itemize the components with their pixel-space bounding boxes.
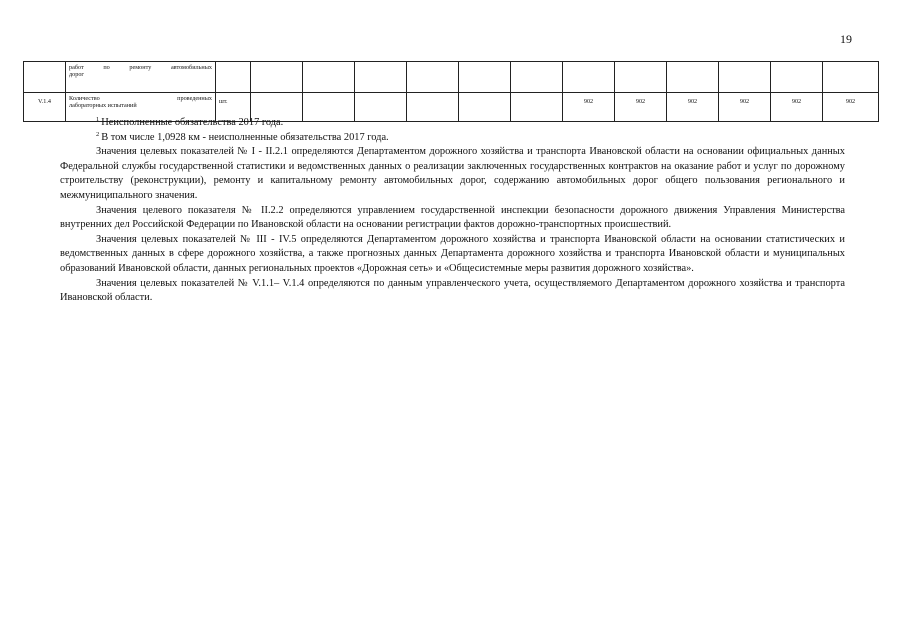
- page-number: 19: [840, 32, 852, 46]
- row-unit: [216, 62, 251, 93]
- row-value: [251, 62, 303, 93]
- row-value: [771, 62, 823, 93]
- row-value: [459, 62, 511, 93]
- row-name: [66, 62, 216, 93]
- footnote: [60, 131, 845, 146]
- row-value: [511, 62, 563, 93]
- row-name-line: лабораторных испытаний: [69, 102, 137, 110]
- row-id: V.1.4: [24, 93, 66, 122]
- row-value: [303, 62, 355, 93]
- row-id: [24, 62, 66, 93]
- footnote-mark: 1: [96, 116, 100, 123]
- paragraph: Значения целевых показателей № III - IV.5 определяются Департаментом дорожного хозяйства и транспорта Ивановской области на основании статистических и ведомственных данных в сфере дорожного хозяйства, а также прогнозных данных Департамента дорожного хозяйства и транспорта Ивановской области и муниципальных образований Ивановской области, данных региональных проектов «Дорожная сеть» и «Общесистемные меры развития дорожного хозяйства».: [60, 233, 845, 274]
- indicators-table: [23, 61, 879, 122]
- row-value: 902: [667, 93, 719, 122]
- row-name-line: Количество проведенных: [69, 95, 212, 102]
- row-unit: шт.: [216, 93, 251, 122]
- row-value: [355, 62, 407, 93]
- footnote: [60, 116, 845, 131]
- row-value: 902: [823, 93, 879, 122]
- row-value: [823, 62, 879, 93]
- notes-block: [60, 116, 845, 306]
- footnote-text: Неисполненные обязательства 2017 года.: [101, 117, 284, 128]
- row-name-line: работ по ремонту автомобильных: [69, 64, 212, 71]
- table-row: [24, 62, 879, 93]
- row-value: [615, 62, 667, 93]
- row-value: 902: [563, 93, 615, 122]
- paragraph: Значения целевого показателя № II.2.2 определяются управлением государственной инспекции безопасности дорожного движения Управления Министерства внутренних дел Российской Федерации по Ивановской области на основании регистрации фактов дорожно-транспортных происшествий.: [60, 204, 845, 231]
- row-value: [563, 62, 615, 93]
- row-value: [667, 62, 719, 93]
- row-value: [719, 62, 771, 93]
- footnote-text: В том числе 1,0928 км - неисполненные обязательства 2017 года.: [101, 131, 389, 143]
- paragraph: Значения целевых показателей № V.1.1– V.1.4 определяются по данным управленческого учета, осуществляемого Департаментом дорожного хозяйства и транспорта Ивановской области.: [60, 277, 845, 304]
- row-value: [407, 62, 459, 93]
- paragraph: Значения целевых показателей № I - II.2.1 определяются Департаментом дорожного хозяйства и транспорта Ивановской области на основании официальных данных Федеральной службы государственной статистики и ведомственных данных о реализации заключенных государственных контрактов на оказание работ и услуг по дорожному строительству (реконструкции), ремонту и капитальному ремонту автомобильных дорог, содержанию автомобильных дорог общего пользования регионального и межмуниципального значения.: [60, 146, 845, 201]
- footnote-mark: 2: [96, 130, 100, 138]
- row-value: 902: [615, 93, 667, 122]
- row-value: 902: [719, 93, 771, 122]
- row-value: 902: [771, 93, 823, 122]
- row-name-line: дорог: [69, 71, 84, 79]
